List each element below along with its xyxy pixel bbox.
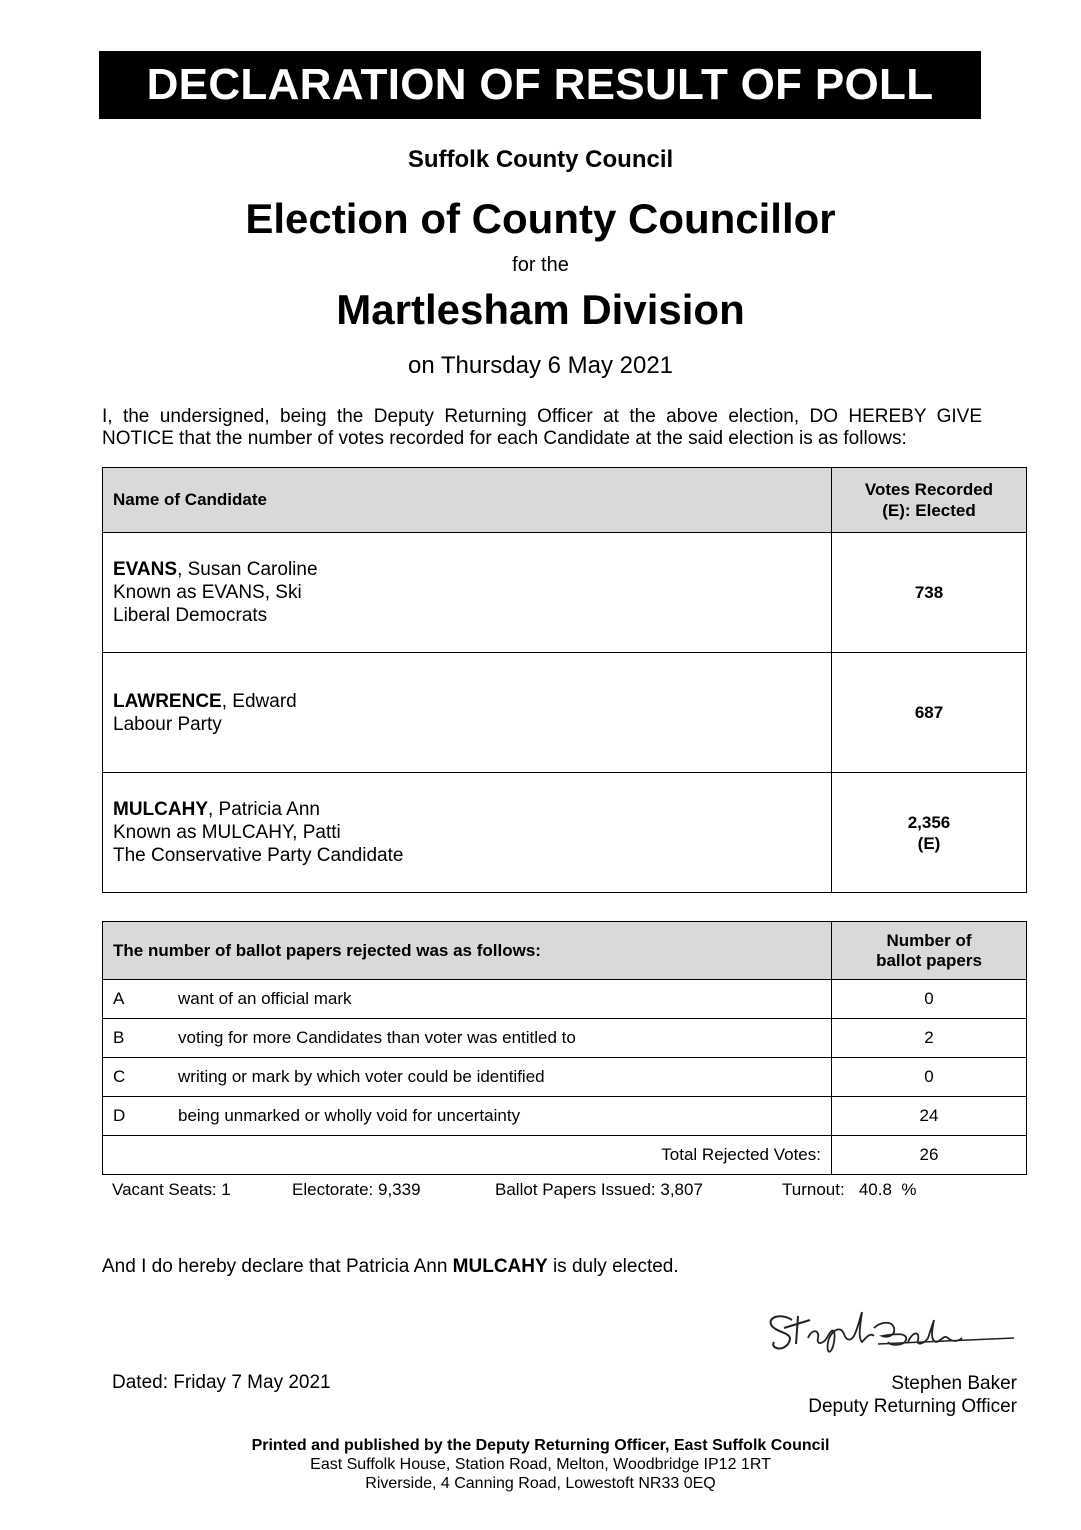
rejected-row (103, 1058, 1027, 1097)
rejected-header-row (103, 922, 1027, 980)
officer-block (808, 1372, 1017, 1418)
rejected-code: B (113, 1028, 125, 1047)
candidate-forenames: , Edward (221, 690, 297, 712)
signature-image (762, 1298, 1022, 1358)
rejected-reason: want of an official mark (178, 989, 352, 1008)
candidate-votes: 738 (914, 583, 944, 602)
vacant-seats: Vacant Seats: 1 (112, 1180, 231, 1199)
electorate: Electorate: 9,339 (292, 1180, 421, 1199)
rejected-ballots-table (102, 921, 1027, 1175)
candidate-party: Labour Party (113, 713, 222, 735)
officer-name: Stephen Baker (891, 1373, 1017, 1394)
rejected-reason: writing or mark by which voter could be identified (178, 1067, 545, 1086)
rejected-reason: being unmarked or wholly void for uncertainty (178, 1106, 521, 1125)
rejected-reason-cell (103, 980, 832, 1019)
declaration-suffix: is duly elected. (547, 1256, 679, 1277)
declaration-prefix: And I do hereby declare that Patricia Ann (102, 1256, 453, 1277)
title-banner: DECLARATION OF RESULT OF POLL (99, 51, 981, 119)
total-rejected-count: 26 (832, 1136, 1027, 1175)
declaration-statement (102, 1256, 679, 1278)
poll-date: on Thursday 6 May 2021 (407, 352, 674, 379)
turnout: Turnout: 40.8 % (782, 1180, 917, 1199)
candidate-votes-cell (832, 653, 1027, 773)
candidate-party: Liberal Democrats (113, 605, 268, 626)
candidates-header-row (103, 468, 1027, 533)
footer-line-3: Riverside, 4 Canning Road, Lowestoft NR33 0EQ (365, 1475, 716, 1492)
candidate-known-as: Known as MULCAHY, Patti (113, 822, 341, 843)
officer-title: Deputy Returning Officer (808, 1396, 1017, 1417)
footer-line-2: East Suffolk House, Station Road, Melton, Woodbridge IP12 1RT (310, 1456, 771, 1473)
candidate-row (103, 773, 1027, 893)
rejected-count: 24 (832, 1097, 1027, 1136)
candidate-name-cell (103, 773, 832, 893)
rejected-reason-cell (103, 1019, 832, 1058)
rejected-count: 0 (832, 980, 1027, 1019)
candidate-surname: EVANS (113, 559, 178, 580)
candidate-surname: LAWRENCE (113, 690, 222, 712)
candidate-row (103, 533, 1027, 653)
votes-header-line2: (E): Elected (882, 501, 976, 520)
publisher-footer (0, 1436, 1081, 1493)
footer-line-1: Printed and published by the Deputy Returning Officer, East Suffolk Council (251, 1437, 830, 1454)
candidate-known-as: Known as EVANS, Ski (113, 582, 302, 603)
candidate-row (103, 653, 1027, 773)
dated-line: Dated: Friday 7 May 2021 (112, 1372, 331, 1393)
declaration-surname: MULCAHY (452, 1256, 548, 1277)
candidate-surname: MULCAHY (113, 799, 208, 820)
intro-notice: I, the undersigned, being the Deputy Returning Officer at the above election, DO HEREBY GIVE NOTICE that the number of votes recorded for each Candidate at the said election is as follows: (102, 406, 982, 449)
ballot-papers-issued: Ballot Papers Issued: 3,807 (495, 1180, 703, 1199)
candidate-name-cell (103, 533, 832, 653)
votes-column-header (832, 468, 1027, 533)
count-header-line1: Number of (886, 930, 972, 950)
rejected-row (103, 980, 1027, 1019)
rejected-count: 2 (832, 1019, 1027, 1058)
total-rejected-label: Total Rejected Votes: (103, 1136, 832, 1175)
rejected-count: 0 (832, 1058, 1027, 1097)
candidate-forenames: , Susan Caroline (177, 559, 318, 580)
council-name: Suffolk County Council (407, 146, 674, 173)
elected-marker: (E) (917, 833, 941, 853)
rejected-reason-header: The number of ballot papers rejected was as follows: (103, 922, 832, 980)
rejected-row (103, 1019, 1027, 1058)
candidate-name-cell (103, 653, 832, 773)
rejected-code: C (113, 1067, 126, 1086)
candidate-votes-cell (832, 773, 1027, 893)
name-column-header: Name of Candidate (103, 468, 832, 533)
rejected-reason-cell (103, 1058, 832, 1097)
ballot-count-header (832, 922, 1027, 980)
candidate-votes-cell (832, 533, 1027, 653)
candidate-votes: 687 (914, 703, 944, 722)
candidates-table (102, 467, 1027, 893)
division-name: Martlesham Division (336, 286, 745, 333)
candidate-party: The Conservative Party Candidate (113, 845, 404, 866)
count-header-line2: ballot papers (876, 950, 982, 970)
candidate-votes: 2,356 (907, 812, 951, 832)
votes-header-line1: Votes Recorded (864, 480, 994, 499)
rejected-reason-cell (103, 1097, 832, 1136)
poll-statistics (0, 1180, 1081, 1204)
rejected-row (103, 1097, 1027, 1136)
rejected-total-row (103, 1136, 1027, 1175)
candidate-forenames: , Patricia Ann (208, 799, 320, 820)
rejected-code: D (113, 1106, 126, 1125)
rejected-reason: voting for more Candidates than voter was entitled to (178, 1028, 576, 1047)
election-title: Election of County Councillor (245, 195, 836, 242)
for-the-text: for the (512, 254, 569, 276)
rejected-code: A (113, 989, 125, 1008)
